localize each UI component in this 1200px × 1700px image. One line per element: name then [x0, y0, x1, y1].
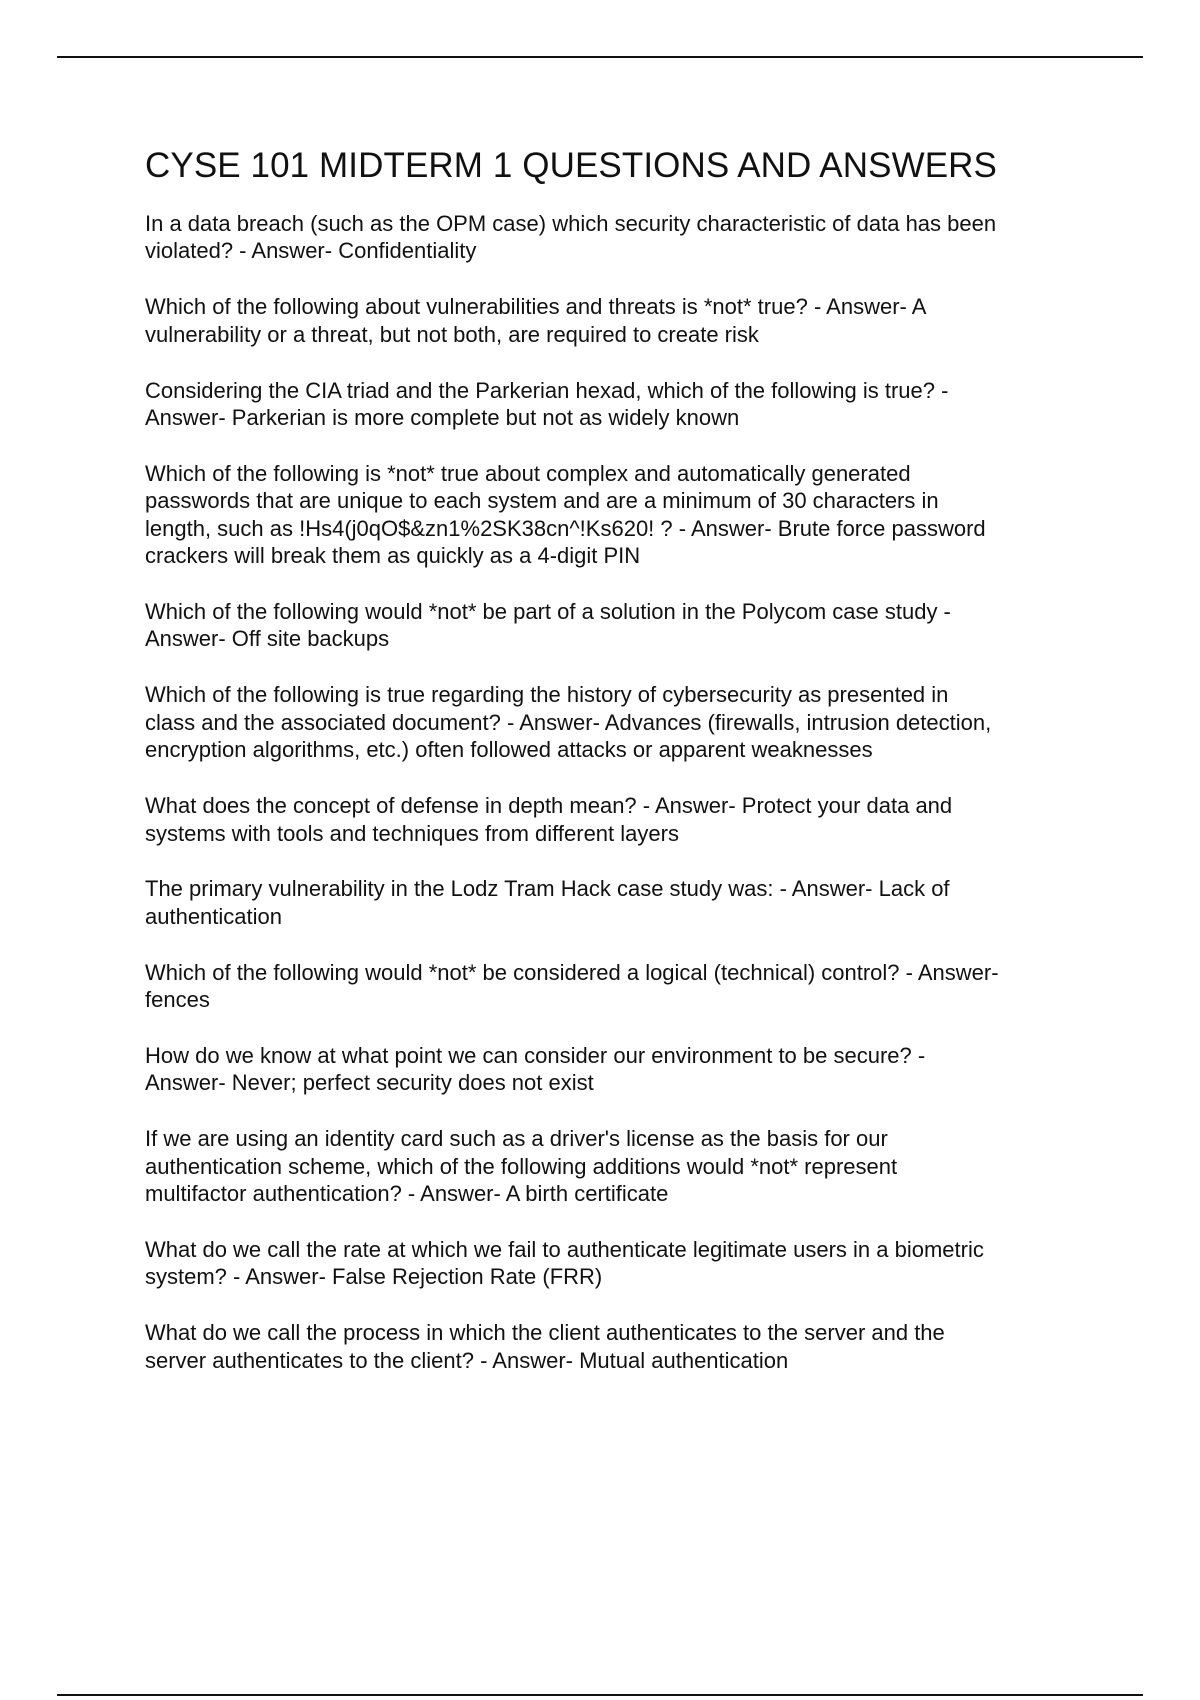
text-line: Which of the following about vulnerabilities and threats is *not* true? - Answer- A	[145, 294, 927, 320]
question-answer-item	[145, 959, 1095, 1014]
text-line: Considering the CIA triad and the Parkerian hexad, which of the following is true? -	[145, 377, 949, 403]
question-answer-item	[145, 293, 1095, 348]
text-line: authentication	[145, 903, 282, 929]
document-page	[145, 140, 1095, 1403]
question-answer-item	[145, 681, 1095, 763]
question-answer-item	[145, 598, 1095, 653]
question-answer-item	[145, 1125, 1095, 1207]
text-line: If we are using an identity card such as a driver's license as the basis for our	[145, 1126, 888, 1152]
question-answer-item	[145, 377, 1095, 432]
text-line: Answer- Off site backups	[145, 626, 390, 652]
text-line: authentication scheme, which of the following additions would *not* represent	[145, 1153, 898, 1179]
text-line: systems with tools and techniques from different layers	[145, 820, 679, 846]
top-divider	[57, 56, 1143, 58]
text-line: crackers will break them as quickly as a 4-digit PIN	[145, 543, 641, 569]
text-line: The primary vulnerability in the Lodz Tram Hack case study was: - Answer- Lack of	[145, 876, 950, 902]
document-title: CYSE 101 MIDTERM 1 QUESTIONS AND ANSWERS	[145, 146, 997, 185]
text-line: What do we call the process in which the client authenticates to the server and the	[145, 1320, 945, 1346]
text-line: Which of the following would *not* be part of a solution in the Polycom case study -	[145, 599, 951, 625]
question-answer-item	[145, 1042, 1095, 1097]
text-line: vulnerability or a threat, but not both, are required to create risk	[145, 321, 759, 347]
text-line: multifactor authentication? - Answer- A birth certificate	[145, 1181, 669, 1207]
text-line: What do we call the rate at which we fail to authenticate legitimate users in a biometric	[145, 1237, 984, 1263]
text-line: Which of the following is *not* true about complex and automatically generated	[145, 460, 911, 486]
text-line: class and the associated document? - Answer- Advances (firewalls, intrusion detection,	[145, 709, 992, 735]
question-answer-item	[145, 1319, 1095, 1374]
text-line: server authenticates to the client? - Answer- Mutual authentication	[145, 1347, 789, 1373]
text-line: fences	[145, 987, 210, 1013]
question-answer-item	[145, 210, 1095, 265]
text-line: In a data breach (such as the OPM case) which security characteristic of data has been	[145, 211, 997, 236]
text-line: What does the concept of defense in depth mean? - Answer- Protect your data and	[145, 793, 953, 819]
question-answer-item	[145, 875, 1095, 930]
question-answer-list	[145, 210, 1095, 1374]
text-line: violated? - Answer- Confidentiality	[145, 238, 477, 264]
text-line: How do we know at what point we can consider our environment to be secure? -	[145, 1043, 926, 1069]
text-line: Which of the following is true regarding the history of cybersecurity as presented in	[145, 682, 949, 708]
text-line: length, such as !Hs4(j0qO$&zn1%2SK38cn^!Ks620! ? - Answer- Brute force password	[145, 515, 986, 541]
text-line: passwords that are unique to each system and are a minimum of 30 characters in	[145, 488, 939, 514]
text-line: Which of the following would *not* be considered a logical (technical) control? - Answer-	[145, 959, 999, 985]
question-answer-item	[145, 792, 1095, 847]
text-line: system? - Answer- False Rejection Rate (FRR)	[145, 1264, 603, 1290]
text-line: Answer- Never; perfect security does not exist	[145, 1070, 594, 1096]
bottom-divider	[57, 1694, 1143, 1696]
question-answer-item	[145, 1236, 1095, 1291]
question-answer-item	[145, 460, 1095, 570]
text-line: Answer- Parkerian is more complete but not as widely known	[145, 405, 740, 431]
text-line: encryption algorithms, etc.) often followed attacks or apparent weaknesses	[145, 737, 873, 763]
